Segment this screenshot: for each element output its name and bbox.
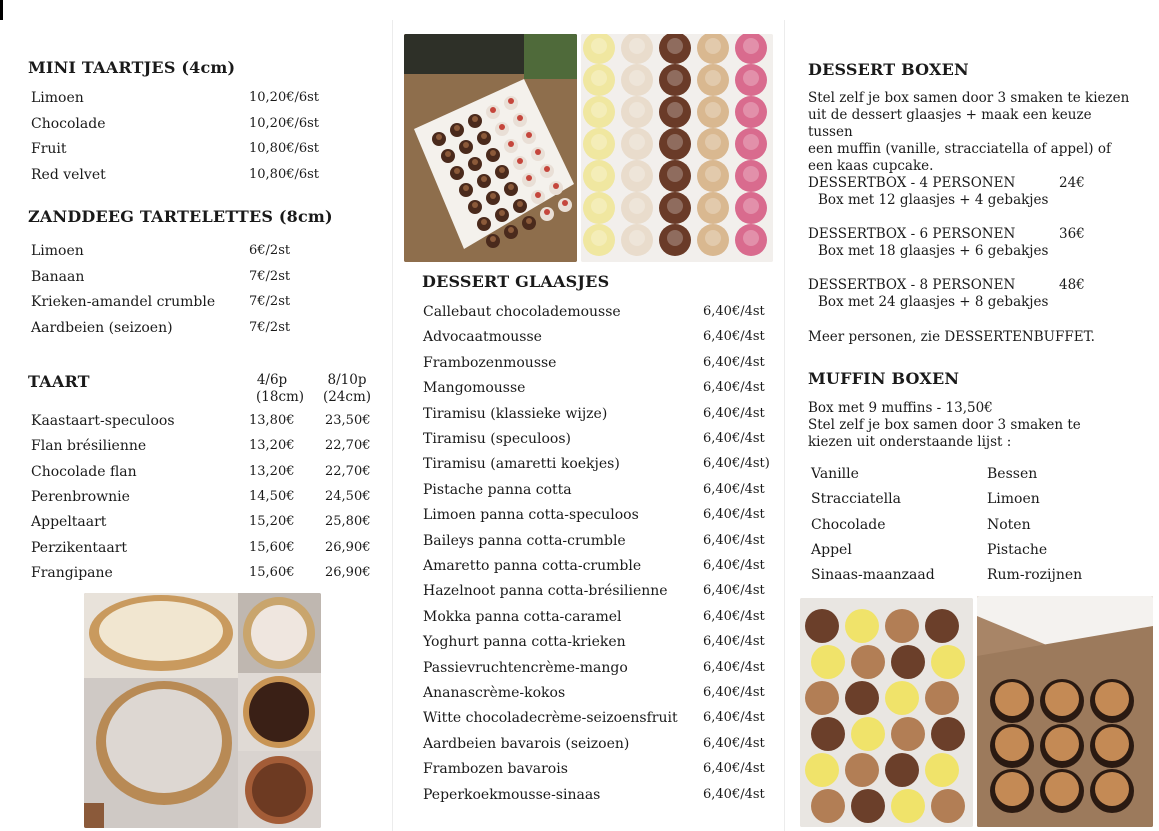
muffin-boxen-intro-line: Box met 9 muffins - 13,50€	[808, 400, 993, 416]
item-price: 10,80€/6st	[249, 141, 320, 156]
item-price-large: 23,50€	[325, 413, 371, 428]
muffin-flavor: Sinaas-maanzaad	[811, 567, 935, 584]
item-price: 6,40€/4st	[703, 710, 765, 726]
muffin-flavor: Chocolade	[811, 516, 886, 533]
dessert-box-item	[808, 277, 1128, 311]
item-price: 6,40€/4st	[703, 634, 765, 650]
item-price: 6,40€/4st	[703, 304, 765, 319]
dessert-box-header	[808, 277, 1128, 294]
item-price: 6,40€/4st	[703, 532, 765, 548]
taart-size-header-large	[322, 372, 372, 406]
item-price: 6,40€/4st	[703, 608, 765, 624]
item-price: 15,60€	[249, 564, 295, 580]
cakes-photo-svg	[84, 593, 321, 828]
item-price: 6€/2st	[249, 243, 291, 258]
item-price: 6,40€/4st	[703, 431, 765, 446]
item-name: Hazelnoot panna cotta-brésilienne	[423, 583, 668, 600]
mini-tarts-box-svg	[404, 34, 577, 262]
section-title-dessert-glaasjes: DESSERT GLAASJES	[422, 272, 610, 291]
mixed-dessert-box-photo	[800, 598, 973, 827]
muffin-flavor: Appel	[811, 541, 852, 558]
item-price: 6,40€/4st	[703, 354, 765, 370]
item-name: Limoen	[31, 243, 84, 259]
item-name: Limoen	[31, 90, 84, 106]
item-name: Frangipane	[31, 564, 113, 581]
item-name: Baileys panna cotta-crumble	[423, 532, 626, 549]
item-name: Callebaut chocolademousse	[423, 304, 621, 320]
item-name: Perzikentaart	[31, 539, 128, 556]
item-name: Passievruchtencrème-mango	[423, 659, 628, 676]
item-price: 7€/2st	[249, 294, 291, 309]
item-price: 6,40€/4st	[703, 786, 765, 802]
item-price: 6,40€/4st	[703, 659, 765, 675]
dessert-boxen-intro-line: een muffin (vanille, stracciatella of appel) of	[808, 141, 1111, 157]
section-title-dessert-boxen: DESSERT BOXEN	[808, 60, 969, 79]
item-price: 6,40€/4st)	[703, 456, 770, 472]
item-name: Krieken-amandel crumble	[31, 294, 216, 310]
dessert-box-price: 48€	[1059, 277, 1085, 293]
item-price: 7€/2st	[249, 319, 291, 335]
mixed-dessert-box-svg	[800, 598, 973, 827]
item-price: 6,40€/4st	[703, 481, 765, 497]
column-left	[0, 0, 392, 831]
cakes-photo	[84, 593, 321, 828]
item-name: Aardbeien (seizoen)	[31, 319, 173, 336]
muffin-flavor: Rum-rozijnen	[987, 567, 1083, 584]
item-name: Mokka panna cotta-caramel	[423, 608, 622, 625]
muffin-flavor: Pistache	[987, 541, 1048, 558]
dessert-box-header	[808, 226, 1128, 243]
item-name: Kaastaart-speculoos	[31, 413, 175, 429]
item-price-large: 26,90€	[325, 539, 371, 555]
muffin-box-svg	[977, 596, 1153, 827]
item-price: 10,20€/6st	[249, 115, 320, 131]
muffin-flavor: Limoen	[987, 491, 1040, 508]
muffin-flavor: Noten	[987, 516, 1031, 533]
muffin-boxen-intro-line: kiezen uit onderstaande lijst :	[808, 434, 1012, 450]
cupcakes-photo	[581, 34, 773, 262]
dessert-box-header	[808, 175, 1128, 192]
dessert-box-item	[808, 226, 1128, 260]
dessert-boxen-intro-line: uit de dessert glaasjes + maak een keuze tussen	[808, 107, 1092, 140]
item-price: 6,40€/4st	[703, 405, 765, 421]
item-name: Tiramisu (amaretti koekjes)	[423, 456, 620, 473]
item-price: 7€/2st	[249, 268, 291, 284]
item-price: 6,40€/4st	[703, 583, 765, 599]
item-price: 6,40€/4st	[703, 380, 765, 396]
item-name: Appeltaart	[31, 514, 107, 531]
item-name: Aardbeien bavarois (seizoen)	[423, 735, 630, 752]
item-price: 13,80€	[249, 413, 295, 428]
dessert-box-price: 24€	[1059, 175, 1085, 191]
item-price: 15,20€	[249, 514, 295, 530]
item-price: 6,40€/4st	[703, 507, 765, 523]
item-name: Flan brésilienne	[31, 438, 147, 455]
item-name: Yoghurt panna cotta-krieken	[423, 634, 626, 651]
item-name: Tiramisu (speculoos)	[423, 431, 571, 447]
item-name: Chocolade flan	[31, 463, 137, 480]
item-price: 13,20€	[249, 463, 295, 479]
dessert-box-item	[808, 175, 1128, 209]
dessert-boxen-intro	[808, 90, 1138, 175]
dessert-box-name: DESSERTBOX - 6 PERSONEN	[808, 226, 1016, 242]
section-title-taart: TAART	[28, 372, 90, 391]
muffin-flavor: Vanille	[811, 466, 859, 482]
item-price: 6,40€/4st	[703, 761, 765, 777]
dessert-box-sub: Box met 18 glaasjes + 6 gebakjes	[818, 243, 1049, 259]
item-price-large: 22,70€	[325, 463, 371, 479]
dessert-box-price: 36€	[1059, 226, 1085, 242]
mini-tarts-box-photo	[404, 34, 577, 262]
item-name: Mangomousse	[423, 380, 526, 397]
dessert-boxen-note: Meer personen, zie DESSERTENBUFFET.	[808, 329, 1095, 345]
item-name: Fruit	[31, 141, 67, 157]
taart-size-header-small-line1: 4/6p	[256, 372, 288, 388]
item-price-large: 26,90€	[325, 564, 371, 580]
column-middle	[392, 0, 784, 831]
item-price: 6,40€/4st	[703, 735, 765, 751]
cupcakes-svg	[581, 34, 773, 262]
item-price: 14,50€	[249, 488, 295, 504]
item-name: Limoen panna cotta-speculoos	[423, 507, 639, 524]
item-name: Perenbrownie	[31, 488, 130, 505]
column-right	[784, 0, 1159, 831]
dessert-box-sub: Box met 24 glaasjes + 8 gebakjes	[818, 294, 1049, 310]
muffin-flavor: Bessen	[987, 466, 1038, 482]
item-name: Banaan	[31, 268, 85, 285]
dessert-boxen-intro-line: een kaas cupcake.	[808, 158, 934, 174]
item-name: Tiramisu (klassieke wijze)	[423, 405, 608, 422]
dessert-box-name: DESSERTBOX - 8 PERSONEN	[808, 277, 1016, 293]
muffin-boxen-intro-line: Stel zelf je box samen door 3 smaken te	[808, 417, 1081, 433]
dessert-boxen-intro-line: Stel zelf je box samen door 3 smaken te kiezen	[808, 90, 1130, 106]
section-title-zanddeeg: ZANDDEEG TARTELETTES (8cm)	[28, 207, 333, 226]
item-price: 6,40€/4st	[703, 685, 765, 700]
taart-size-header-small	[256, 372, 305, 406]
muffin-boxen-intro	[808, 400, 1138, 451]
item-price: 6,40€/4st	[703, 558, 765, 573]
item-name: Amaretto panna cotta-crumble	[423, 558, 642, 574]
item-name: Ananascrème-kokos	[423, 685, 566, 701]
item-price: 10,20€/6st	[249, 90, 320, 105]
item-name: Red velvet	[31, 166, 106, 183]
item-name: Chocolade	[31, 115, 106, 132]
muffin-box-photo	[977, 596, 1153, 827]
item-name: Pistache panna cotta	[423, 481, 572, 498]
dessert-box-sub: Box met 12 glaasjes + 4 gebakjes	[818, 192, 1049, 208]
item-price-large: 25,80€	[325, 514, 371, 530]
item-price: 15,60€	[249, 539, 295, 555]
muffin-flavor: Stracciatella	[811, 491, 901, 508]
taart-size-header-small-line2: (18cm)	[256, 389, 305, 405]
item-price: 13,20€	[249, 438, 295, 454]
item-name: Witte chocoladecrème-seizoensfruit	[423, 710, 678, 727]
item-name: Frambozen bavarois	[423, 761, 568, 778]
item-name: Advocaatmousse	[423, 329, 542, 346]
item-price: 6,40€/4st	[703, 329, 765, 345]
dessert-box-name: DESSERTBOX - 4 PERSONEN	[808, 175, 1016, 191]
item-price: 10,80€/6st	[249, 166, 320, 182]
section-title-muffin-boxen: MUFFIN BOXEN	[808, 369, 960, 388]
taart-size-header-large-line2: (24cm)	[322, 389, 372, 405]
item-price-large: 24,50€	[325, 488, 371, 504]
taart-size-header-large-line1: 8/10p	[327, 372, 367, 388]
item-price-large: 22,70€	[325, 438, 371, 454]
section-title-mini-taartjes: MINI TAARTJES (4cm)	[28, 58, 236, 77]
item-name: Peperkoekmousse-sinaas	[423, 786, 601, 803]
item-name: Frambozenmousse	[423, 354, 557, 371]
